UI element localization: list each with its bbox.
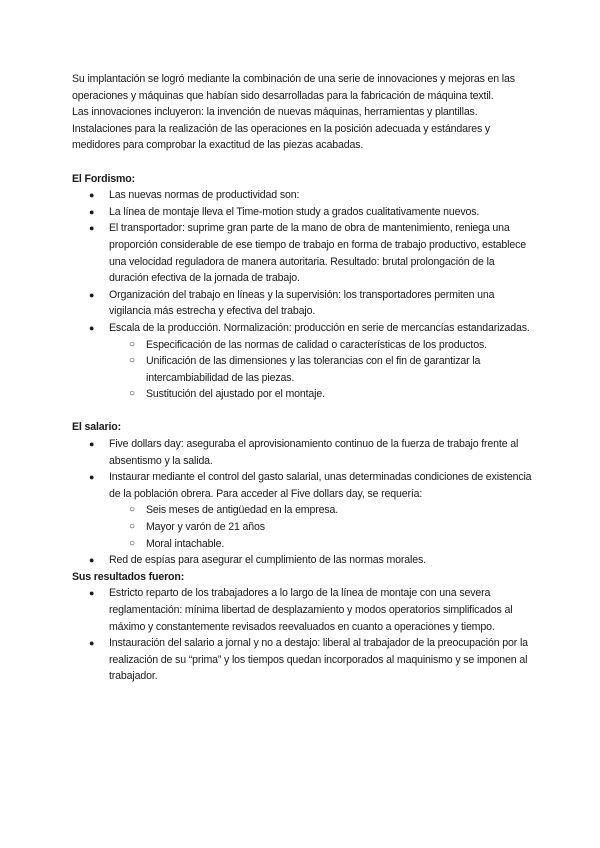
fordismo-sublist xyxy=(109,337,534,403)
list-item: ● Five dollars day: aseguraba el aprovisionamiento continuo de la fuerza de trabajo frente al absentismo y la salida. xyxy=(89,438,519,467)
hollow-bullet-icon: ○ xyxy=(129,338,135,350)
hollow-bullet-icon: ○ xyxy=(129,521,135,533)
list-item: ● Organización del trabajo en líneas y la supervisión: los transportadores permiten una vigilancia más estrecha y efectiva del trabajo. xyxy=(89,288,495,318)
bullet-icon: ● xyxy=(89,223,95,234)
spacer xyxy=(72,154,534,171)
list-item: ● Red de espías para asegurar el cumplimiento de las normas morales. xyxy=(72,552,534,569)
bullet-icon: ● xyxy=(89,588,95,599)
sublist-item: ○ Mayor y varón de 21 años xyxy=(109,519,534,536)
bullet-icon: ● xyxy=(89,322,95,333)
section-heading-fordismo: El Fordismo: xyxy=(72,172,135,185)
bullet-icon: ● xyxy=(89,638,95,649)
sublist-item: ○ Moral intachable. xyxy=(109,536,534,553)
hollow-bullet-icon: ○ xyxy=(129,504,135,516)
hollow-bullet-icon: ○ xyxy=(129,355,135,367)
spacer xyxy=(72,403,534,420)
sublist-item: ○ Sustitución del ajustado por el montaje. xyxy=(109,386,534,403)
intro-paragraph-2: Las innovaciones incluyeron: la invención de nuevas máquinas, herramientas y plantillas. Instalaciones para la realización de las operaciones en la posición adecuada y estándares y medidores para comprobar la exactitud de las piezas acabadas. xyxy=(72,106,491,152)
fordismo-list xyxy=(72,187,534,403)
section-heading-resultados: Sus resultados fueron: xyxy=(72,570,185,583)
list-item: ● El transportador: suprime gran parte de la mano de obra de mantenimiento, reniega una proporción considerable de ese tiempo de trabajo en forma de trabajo productivo, establece una velocidad reguladora de manera autoritaria. Resultado: brutal prolongación de la duración efectiva de la jornada de trabajo. xyxy=(89,222,526,285)
resultados-list xyxy=(72,585,534,685)
bullet-icon: ● xyxy=(89,472,95,483)
hollow-bullet-icon: ○ xyxy=(129,388,135,400)
section-heading-salario: El salario: xyxy=(72,421,121,434)
list-item: ● Instauración del salario a jornal y no a destajo: liberal al trabajador de la preocupación por la realización de su “prima” y los tiempos quedan incorporados al maquinismo y se imponen al trabajador. xyxy=(89,637,528,683)
sublist-item: ○ Especificación de las normas de calidad o características de los productos. xyxy=(109,337,534,354)
list-item: ● Estricto reparto de los trabajadores a lo largo de la línea de montaje con una severa reglamentación: mínima libertad de desplazamiento y modos operatorios simplificados al máximo y constantemente revisados reevaluados en cuanto a operaciones y tiempo. xyxy=(89,587,513,633)
list-item: ● Las nuevas normas de productividad son: xyxy=(72,187,534,204)
list-item: ● La línea de montaje lleva el Time-motion study a grados cualitativamente nuevos. xyxy=(72,204,534,221)
document-page xyxy=(72,71,534,685)
hollow-bullet-icon: ○ xyxy=(129,537,135,549)
bullet-icon: ● xyxy=(89,555,95,566)
bullet-icon: ● xyxy=(89,439,95,450)
bullet-icon: ● xyxy=(89,206,95,217)
sublist-item: ○ Seis meses de antigüedad en la empresa. xyxy=(109,502,534,519)
bullet-icon: ● xyxy=(89,190,95,201)
intro-paragraph-1: Su implantación se logró mediante la combinación de una serie de innovaciones y mejoras en las operaciones y máquinas que habían sido desarrolladas para la fabricación de máquina textil. xyxy=(72,73,515,102)
bullet-icon: ● xyxy=(89,289,95,300)
salario-list xyxy=(72,436,534,569)
salario-sublist xyxy=(109,502,534,552)
sublist-item: ○ Unificación de las dimensiones y las tolerancias con el fin de garantizar la intercambiabilidad de las piezas. xyxy=(129,355,481,384)
list-item: ● Instaurar mediante el control del gasto salarial, unas determinadas condiciones de existencia de la población obrera. Para acceder al Five dollars day, se requería: ○ Seis meses de antigüedad en la empresa. ○ Mayor y varón de 21 años ○ Moral intachable. xyxy=(72,469,534,552)
list-item: ● Escala de la producción. Normalización: producción en serie de mercancías estandarizadas. ○ Especificación de las normas de calidad o características de los productos. ○ Unificación de las dimensiones y las tolerancias con el fin de garantizar la intercambiabilidad de las piezas. ○ Sustitución del ajustado por el montaje. xyxy=(72,320,534,403)
